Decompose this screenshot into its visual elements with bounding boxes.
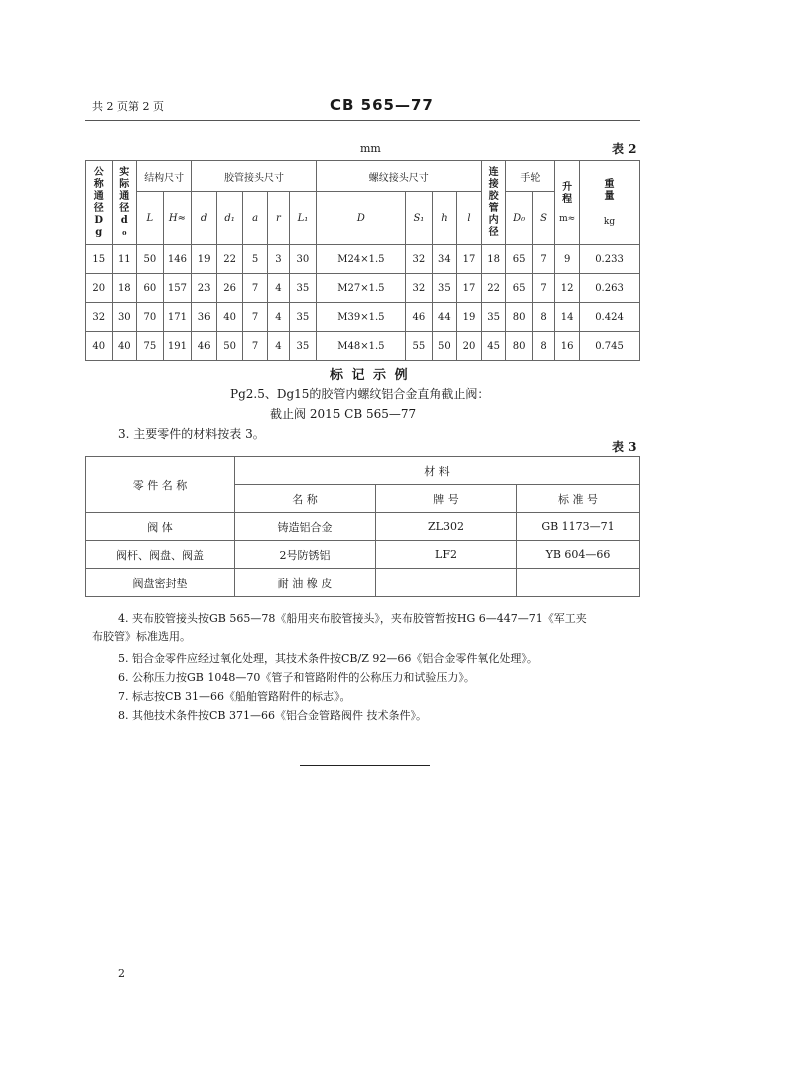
- table-cell: M24×1.5: [316, 245, 405, 274]
- subheader-H: H≈: [163, 192, 192, 245]
- table-cell: 7: [243, 274, 267, 303]
- table-cell: 14: [555, 303, 580, 332]
- note-4: 4. 夹布胶管接头按GB 565—78《船用夹布胶管接头》，夹布胶管暂按HG 6—447—71《军工夹: [118, 612, 587, 625]
- subheader-S1: S₁: [406, 192, 433, 245]
- table-row: [86, 541, 640, 569]
- table-cell: 75: [137, 332, 164, 361]
- table-row: [86, 245, 640, 274]
- example-description: Pg2.5、Dg15的胶管内螺纹铝合金直角截止阀：: [230, 387, 490, 401]
- subheader-grade: 牌 号: [376, 485, 517, 513]
- table-cell: 7: [243, 303, 267, 332]
- table-cell: 22: [481, 274, 506, 303]
- note-5: 5. 铝合金零件应经过氧化处理，其技术条件按CB/Z 92—66《铝合金零件氧化处理》。: [118, 652, 538, 665]
- table-cell: 32: [86, 303, 113, 332]
- table-cell: 7: [532, 245, 554, 274]
- table-row: [86, 332, 640, 361]
- table-cell: 铸造铝合金: [235, 513, 376, 541]
- subheader-a: a: [243, 192, 267, 245]
- table-cell: ZL302: [376, 513, 517, 541]
- table-cell: [517, 569, 640, 597]
- table-cell: 7: [243, 332, 267, 361]
- table-cell: 40: [112, 332, 137, 361]
- table-cell: 80: [506, 303, 533, 332]
- table-cell: 19: [192, 245, 217, 274]
- table-cell: 阀盘密封垫: [86, 569, 235, 597]
- table-cell: 4: [267, 303, 289, 332]
- header-conn-hose: 连 接 胶 管 内 径: [481, 161, 506, 245]
- example-title: 标 记 示 例: [330, 368, 410, 383]
- table-cell: 45: [481, 332, 506, 361]
- table-cell: 4: [267, 274, 289, 303]
- subheader-L: L: [137, 192, 164, 245]
- table-cell: 3: [267, 245, 289, 274]
- note-3: 3. 主要零件的材料按表 3。: [118, 427, 265, 441]
- table-cell: 2号防锈铝: [235, 541, 376, 569]
- table-cell: LF2: [376, 541, 517, 569]
- table-cell: 50: [137, 245, 164, 274]
- header-weight: 重 量 kg: [580, 161, 640, 245]
- subheader-r: r: [267, 192, 289, 245]
- subheader-l: l: [457, 192, 482, 245]
- table-row: [86, 274, 640, 303]
- header-struct: 结构尺寸: [137, 161, 192, 192]
- table-cell: 19: [457, 303, 482, 332]
- unit-label: mm: [360, 142, 381, 155]
- table-cell: 32: [406, 245, 433, 274]
- subheader-standard: 标 准 号: [517, 485, 640, 513]
- table-cell: 30: [290, 245, 317, 274]
- subheader-S: S: [532, 192, 554, 245]
- table-cell: 9: [555, 245, 580, 274]
- subheader-D: D: [316, 192, 405, 245]
- table-cell: 0.745: [580, 332, 640, 361]
- note-8: 8. 其他技术条件按CB 371—66《铝合金管路阀件 技术条件》。: [118, 709, 427, 722]
- table-cell: 15: [86, 245, 113, 274]
- table-cell: 46: [192, 332, 217, 361]
- table-cell: M39×1.5: [316, 303, 405, 332]
- header-hose: 胶管接头尺寸: [192, 161, 316, 192]
- table-cell: 4: [267, 332, 289, 361]
- table-cell: 20: [86, 274, 113, 303]
- table-cell: 50: [216, 332, 243, 361]
- table-cell: 5: [243, 245, 267, 274]
- subheader-D0: D₀: [506, 192, 533, 245]
- subheader-L1: L₁: [290, 192, 317, 245]
- table-cell: 46: [406, 303, 433, 332]
- table-cell: 80: [506, 332, 533, 361]
- table-cell: 65: [506, 245, 533, 274]
- table-cell: 0.263: [580, 274, 640, 303]
- table-cell: 17: [457, 274, 482, 303]
- table-cell: 16: [555, 332, 580, 361]
- table-cell: 70: [137, 303, 164, 332]
- table-cell: 157: [163, 274, 192, 303]
- table-cell: M27×1.5: [316, 274, 405, 303]
- table3-label: 表 3: [612, 440, 637, 454]
- table-cell: 40: [86, 332, 113, 361]
- table-cell: 17: [457, 245, 482, 274]
- subheader-d: d: [192, 192, 217, 245]
- table-cell: 44: [432, 303, 457, 332]
- note-7: 7. 标志按CB 31—66《船舶管路附件的标志》。: [118, 690, 351, 703]
- header-divider: [85, 120, 640, 121]
- table-cell: 146: [163, 245, 192, 274]
- table-cell: 阀杆、阀盘、阀盖: [86, 541, 235, 569]
- example-marking: 截止阀 2015 CB 565—77: [270, 407, 417, 421]
- table-cell: 耐 油 橡 皮: [235, 569, 376, 597]
- table-cell: 18: [112, 274, 137, 303]
- table-cell: 8: [532, 332, 554, 361]
- table-cell: 0.424: [580, 303, 640, 332]
- table-cell: 35: [290, 303, 317, 332]
- table-cell: 32: [406, 274, 433, 303]
- header-thread: 螺纹接头尺寸: [316, 161, 481, 192]
- dimension-table: [85, 160, 640, 361]
- table-cell: 35: [290, 274, 317, 303]
- table-cell: 26: [216, 274, 243, 303]
- page-number: 2: [118, 967, 125, 980]
- header-material: 材 料: [235, 457, 640, 485]
- table-cell: 0.233: [580, 245, 640, 274]
- table-header-row: [86, 161, 640, 192]
- table-cell: [376, 569, 517, 597]
- material-table: [85, 456, 640, 597]
- table-cell: 阀 体: [86, 513, 235, 541]
- table-cell: 30: [112, 303, 137, 332]
- table-cell: 50: [432, 332, 457, 361]
- end-divider: [300, 765, 430, 766]
- header-actual: 实 际 通 径 d ₀: [112, 161, 137, 245]
- table-cell: 65: [506, 274, 533, 303]
- table-cell: 36: [192, 303, 217, 332]
- table-cell: 22: [216, 245, 243, 274]
- table-header-row: [86, 457, 640, 485]
- subheader-d1: d₁: [216, 192, 243, 245]
- note-4-cont: 布胶管》标准选用。: [92, 630, 191, 643]
- table-cell: 35: [481, 303, 506, 332]
- table-cell: 18: [481, 245, 506, 274]
- table-cell: GB 1173—71: [517, 513, 640, 541]
- table-cell: YB 604—66: [517, 541, 640, 569]
- table-cell: 40: [216, 303, 243, 332]
- table-cell: 34: [432, 245, 457, 274]
- table-row: [86, 303, 640, 332]
- table-cell: 7: [532, 274, 554, 303]
- subheader-name: 名 称: [235, 485, 376, 513]
- header-handwheel: 手轮: [506, 161, 555, 192]
- table-row: [86, 569, 640, 597]
- header-nominal: 公 称 通 径 D g: [86, 161, 113, 245]
- table-cell: 191: [163, 332, 192, 361]
- table-cell: 35: [432, 274, 457, 303]
- table-cell: 12: [555, 274, 580, 303]
- table-cell: 55: [406, 332, 433, 361]
- page-count: 共 2 页第 2 页: [92, 100, 164, 113]
- standard-number: CB 565—77: [330, 96, 434, 114]
- table-cell: 8: [532, 303, 554, 332]
- header-part-name: 零 件 名 称: [86, 457, 235, 513]
- table-row: [86, 513, 640, 541]
- header-lift: 升 程 m≈: [555, 161, 580, 245]
- table-cell: 20: [457, 332, 482, 361]
- table-cell: 171: [163, 303, 192, 332]
- table-cell: 35: [290, 332, 317, 361]
- table-cell: M48×1.5: [316, 332, 405, 361]
- note-6: 6. 公称压力按GB 1048—70《管子和管路附件的公称压力和试验压力》。: [118, 671, 475, 684]
- table-cell: 11: [112, 245, 137, 274]
- table2-label: 表 2: [612, 142, 637, 156]
- subheader-h: h: [432, 192, 457, 245]
- table-cell: 23: [192, 274, 217, 303]
- table-cell: 60: [137, 274, 164, 303]
